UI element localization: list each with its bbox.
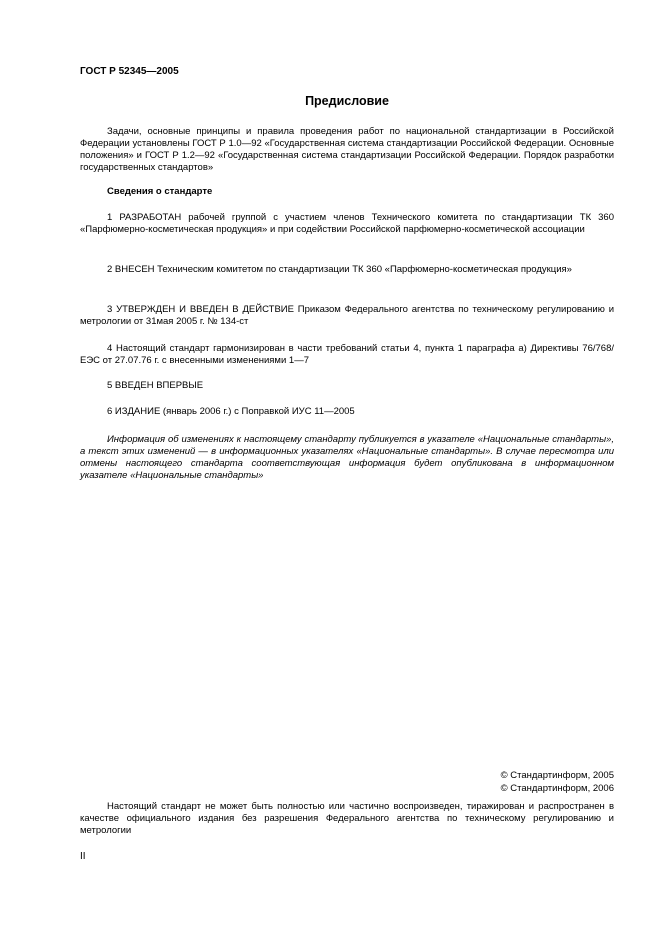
info-item-text: 4 Настоящий стандарт гармонизирован в части требований статьи 4, пункта 1 параграфа а) Директивы 76/768/ЕЭС от 27.07.76 г. с внесенными изменениями 1—7 bbox=[80, 343, 614, 366]
reproduction-notice bbox=[80, 801, 614, 837]
info-item-6 bbox=[80, 406, 614, 418]
intro-paragraph bbox=[80, 126, 614, 174]
info-item-5 bbox=[80, 380, 614, 392]
info-item-4 bbox=[80, 343, 614, 367]
info-item-text: 6 ИЗДАНИЕ (январь 2006 г.) с Поправкой ИУС 11—2005 bbox=[107, 406, 355, 417]
info-item-text: 2 ВНЕСЕН Техническим комитетом по стандартизации ТК 360 «Парфюмерно-косметическая продукция» bbox=[107, 264, 572, 275]
info-item-3 bbox=[80, 304, 614, 328]
copyright-block bbox=[440, 769, 614, 795]
copyright-line: © Стандартинформ, 2005 bbox=[500, 770, 614, 781]
copyright-line: © Стандартинформ, 2006 bbox=[500, 783, 614, 794]
info-item-1 bbox=[80, 212, 614, 236]
intro-text: Задачи, основные принципы и правила проведения работ по национальной стандартизации в Российской Федерации установлены ГОСТ Р 1.0—92 «Государственная система стандартизации Российской Федерации. Основные положения» и ГОСТ Р 1.2—92 «Государственная система стандартизации Российской Федерации. Порядок разработки государственных стандартов» bbox=[80, 126, 614, 173]
info-item-text: 3 УТВЕРЖДЕН И ВВЕДЕН В ДЕЙСТВИЕ Приказом Федерального агентства по техническому регулированию и метрологии от 31мая 2005 г. № 134-ст bbox=[80, 304, 614, 327]
info-item-text: 1 РАЗРАБОТАН рабочей группой с участием членов Технического комитета по стандартизации ТК 360 «Парфюмерно-косметическая продукция» и при содействии Российской парфюмерно-косметической ассоциации bbox=[80, 212, 614, 235]
info-item-2 bbox=[80, 264, 614, 276]
section-title: Предисловие bbox=[305, 94, 389, 108]
info-item-text: 5 ВВЕДЕН ВПЕРВЫЕ bbox=[107, 380, 204, 391]
reproduction-notice-text: Настоящий стандарт не может быть полностью или частично воспроизведен, тиражирован и распространен в качестве официального издания без разрешения Федерального агентства по техническому регулированию и метрологии bbox=[80, 801, 614, 836]
changes-note bbox=[80, 434, 614, 482]
page-number: II bbox=[80, 851, 86, 862]
standard-info-heading: Сведения о стандарте bbox=[107, 186, 213, 197]
changes-note-text: Информация об изменениях к настоящему стандарту публикуется в указателе «Национальные стандарты», а текст этих изменений — в информационных указателях «Национальные стандарты». В случае пересмотра или отмены настоящего стандарта соответствующая информация будет опубликована в информационном указателе «Национальные стандарты» bbox=[80, 434, 614, 481]
document-code: ГОСТ Р 52345—2005 bbox=[80, 66, 179, 77]
